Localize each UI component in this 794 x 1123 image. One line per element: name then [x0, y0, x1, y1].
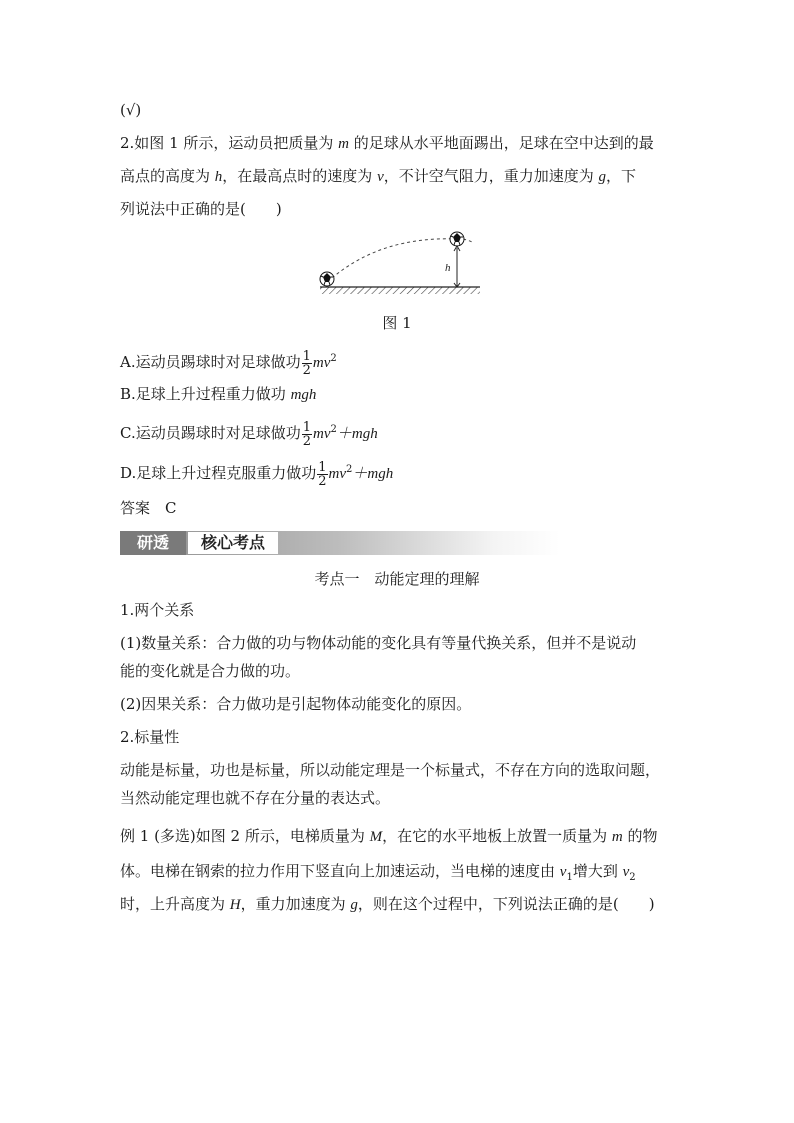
paragraph-scalar-2: 当然动能定理也就不存在分量的表达式。	[120, 789, 391, 807]
paragraph-quantity-relation-2: 能的变化就是合力做的功。	[120, 662, 301, 680]
section-banner	[120, 531, 560, 555]
heading-scalar: 2.标量性	[120, 728, 180, 746]
fraction-half: $\frac{1}{2}$	[302, 348, 311, 378]
option-d: D.足球上升过程克服重力做功 $\frac{1}{2}$ $mv^2+mgh$	[120, 459, 394, 489]
example-1-line-3: 时，上升高度为 H，重力加速度为 g，则在这个过程中，下列说法正确的是( )	[120, 895, 655, 913]
option-b: B.足球上升过程重力做功 mgh	[120, 385, 317, 403]
example-1-line-2: 体。电梯在钢索的拉力作用下竖直向上加速运动，当电梯的速度由 $v_1$增大到 $v_2$	[120, 862, 636, 883]
football-trajectory-figure	[312, 226, 488, 298]
paragraph-quantity-relation-1: (1)数量关系：合力做的功与物体动能的变化具有等量代换关系，但并不是说动	[120, 634, 637, 652]
paragraph-causal-relation: (2)因果关系：合力做功是引起物体动能变化的原因。	[120, 695, 472, 713]
height-label: h	[445, 262, 451, 274]
question-2-line-3: 列说法中正确的是( )	[120, 200, 282, 218]
intro-mark: (√)	[120, 101, 142, 119]
option-a: A.运动员踢球时对足球做功 $\frac{1}{2}$ $mv^2$	[120, 348, 337, 378]
figure-1-caption: 图 1	[382, 314, 412, 332]
ball-start	[320, 272, 334, 286]
fraction-half: $\frac{1}{2}$	[302, 419, 311, 449]
paragraph-scalar-1: 动能是标量，功也是标量，所以动能定理是一个标量式，不存在方向的选取问题，	[120, 761, 661, 779]
trajectory-dashed	[332, 239, 457, 278]
fraction-half: $\frac{1}{2}$	[318, 459, 327, 489]
example-1-line-1: 例 1 (多选)如图 2 所示，电梯质量为 M，在它的水平地板上放置一质量为 m 的物	[120, 827, 658, 845]
heading-two-relations: 1.两个关系	[120, 601, 195, 619]
ground-hatch	[320, 287, 480, 294]
answer-line: 答案 C	[120, 499, 177, 517]
banner-tag-left: 研透	[120, 531, 186, 555]
section-title: 考点一 动能定理的理解	[314, 570, 480, 588]
ball-top	[450, 232, 464, 246]
question-2-line-2: 高点的高度为 h，在最高点时的速度为 v，不计空气阻力，重力加速度为 g，下	[120, 167, 637, 185]
question-2-line-1: 2.如图 1 所示，运动员把质量为 m 的足球从水平地面踢出，足球在空中达到的最	[120, 134, 654, 152]
banner-tag-right: 核心考点	[188, 532, 278, 554]
option-c: C.运动员踢球时对足球做功 $\frac{1}{2}$ $mv^2+mgh$	[120, 419, 378, 449]
